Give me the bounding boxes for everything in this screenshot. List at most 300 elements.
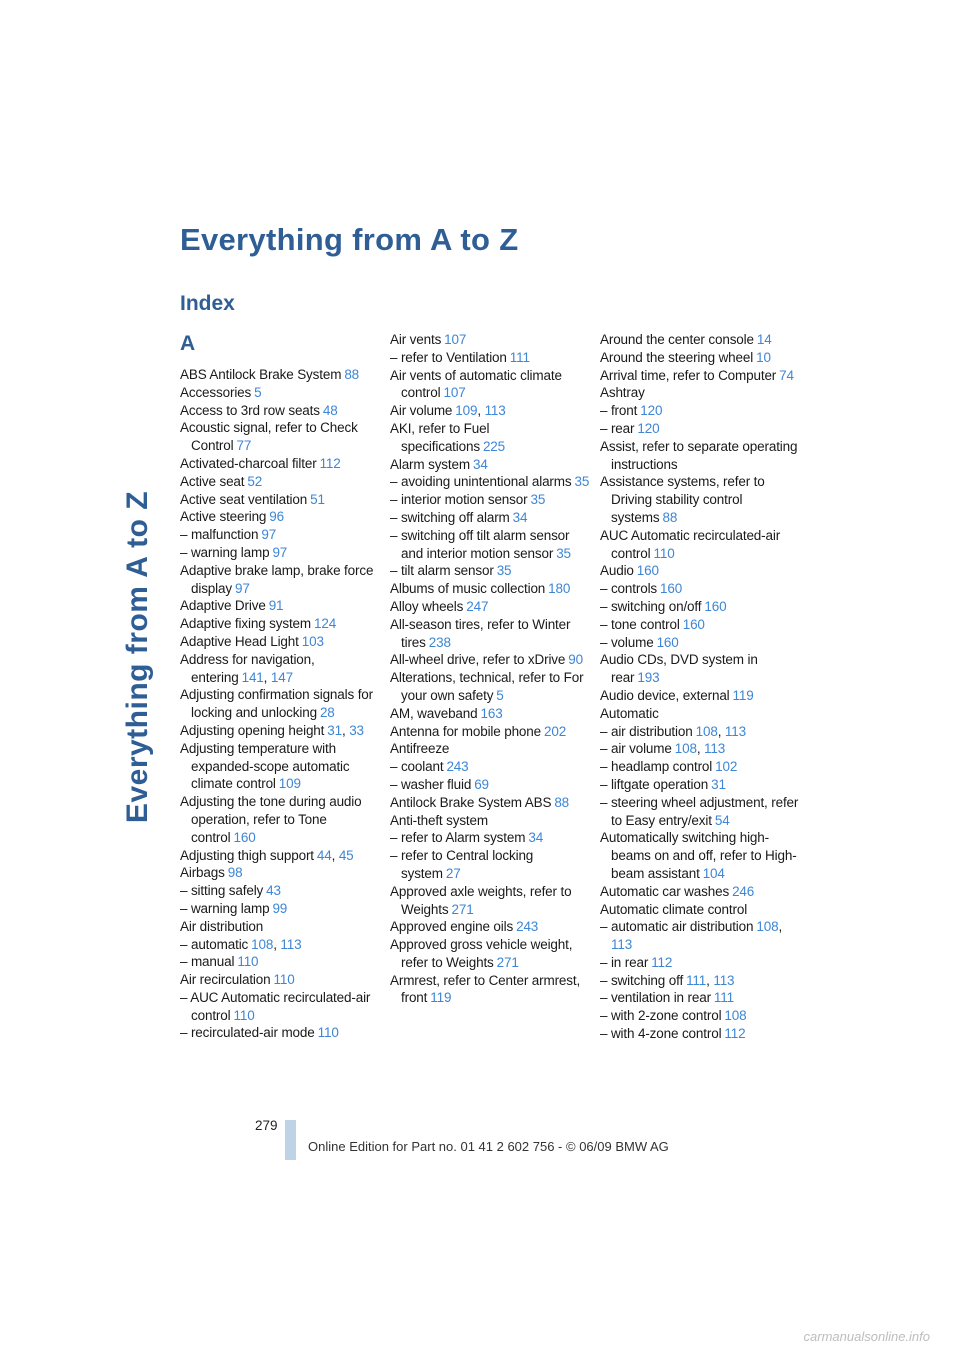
index-entry-pages	[302, 634, 324, 649]
index-entry-text: Audio device, external	[600, 687, 730, 703]
page-link[interactable]: 97	[261, 527, 277, 543]
index-entry	[180, 419, 380, 455]
page-link[interactable]: 35	[556, 545, 571, 561]
page-link[interactable]: 28	[319, 705, 335, 721]
index-entry-pages	[444, 332, 466, 347]
page-link[interactable]: 69	[474, 776, 489, 792]
index-entry-pages	[496, 688, 503, 703]
index-entry	[180, 953, 380, 971]
index-entry	[390, 491, 590, 509]
index-entry-pages	[429, 635, 451, 650]
index-entry-pages	[530, 492, 545, 507]
index-entry-text: Access to 3rd row seats	[180, 402, 320, 418]
index-entry	[600, 687, 800, 705]
index-entry	[180, 455, 380, 473]
footer-bar	[285, 1120, 296, 1160]
index-entry	[600, 901, 800, 919]
index-entry-text: – warning lamp	[180, 544, 270, 560]
index-entry-pages	[556, 546, 571, 561]
index-entry-pages: 108, 113	[695, 723, 746, 739]
index-entry	[180, 491, 380, 509]
index-entry-pages: 108, 113	[674, 741, 726, 757]
index-entry-pages	[272, 545, 287, 560]
page-link[interactable]: 113	[704, 741, 726, 757]
page-link[interactable]: 120	[640, 403, 663, 419]
index-entry	[600, 829, 800, 882]
index-entry-text: Adjusting the tone during audio operation, refer to Tone control	[180, 794, 362, 845]
index-entry	[390, 972, 590, 1008]
index-entry-pages	[474, 777, 489, 792]
index-entry-pages	[254, 385, 261, 400]
page-link[interactable]: 160	[682, 616, 705, 632]
index-entry-pages	[724, 1026, 745, 1041]
page-link[interactable]: 180	[548, 581, 571, 597]
page-link[interactable]: 35	[496, 563, 512, 579]
page-link[interactable]: 14	[756, 332, 772, 347]
index-entry-text: – washer fluid	[390, 776, 472, 792]
page-link[interactable]: 243	[446, 759, 469, 775]
page-link[interactable]: 109	[455, 403, 478, 419]
page-link[interactable]: 246	[732, 883, 755, 899]
index-entry-pages	[732, 884, 754, 899]
index-entry-pages	[548, 581, 570, 596]
index-entry	[390, 847, 590, 883]
page-link[interactable]: 96	[269, 509, 285, 525]
index-entry-pages	[266, 883, 281, 898]
index-entry	[180, 793, 380, 846]
index-column-2	[390, 331, 590, 1007]
page-link[interactable]: 147	[270, 669, 293, 685]
page-link[interactable]: 51	[310, 491, 325, 507]
page-link[interactable]: 108	[674, 741, 697, 757]
page-link[interactable]: 34	[512, 509, 528, 525]
index-entry-text: Audio	[600, 563, 634, 579]
index-entry-pages	[320, 705, 335, 720]
page-link[interactable]: 247	[466, 598, 489, 614]
index-entry-pages	[446, 866, 461, 881]
index-entry-text: – front	[600, 403, 638, 419]
index-entry	[180, 615, 380, 633]
index-entry-pages	[314, 616, 336, 631]
index-entry-text: Adaptive fixing system	[180, 616, 312, 632]
page-link[interactable]: 88	[344, 367, 360, 382]
index-entry	[390, 829, 590, 847]
page-link[interactable]: 104	[702, 865, 725, 881]
index-entry	[390, 420, 590, 456]
index-entry	[600, 723, 800, 741]
index-entry-pages	[704, 599, 726, 614]
page-link[interactable]: 74	[779, 367, 794, 383]
index-entry	[600, 527, 800, 563]
index-entry-pages	[228, 865, 243, 880]
page-link[interactable]: 103	[301, 633, 324, 649]
page-link[interactable]: 113	[611, 937, 633, 953]
index-entry	[390, 758, 590, 776]
index-entry	[390, 812, 590, 830]
index-entry-pages	[544, 724, 566, 739]
index-entry	[600, 794, 800, 830]
index-entry	[600, 740, 800, 758]
index-entry-text: Active steering	[180, 509, 267, 525]
index-entry	[390, 669, 590, 705]
page-link[interactable]: 88	[662, 509, 678, 525]
index-entry-pages: 108, 113	[251, 936, 302, 952]
page-link[interactable]: 99	[272, 900, 288, 916]
index-entry-text: Adaptive brake lamp, brake force display	[180, 562, 374, 596]
index-entry-text: Air vents of automatic climate control	[390, 367, 562, 401]
index-entry	[180, 1024, 380, 1042]
page-link[interactable]: 110	[233, 1007, 255, 1023]
page-link[interactable]: 107	[443, 385, 466, 401]
index-entry-text: Approved gross vehicle weight, refer to Weights	[390, 937, 573, 970]
index-entry	[180, 882, 380, 900]
index-entry	[180, 847, 380, 865]
index-entry	[390, 580, 590, 598]
index-entry-pages	[443, 385, 465, 400]
page-link[interactable]: 110	[273, 972, 295, 988]
footer-text: Online Edition for Part no. 01 41 2 602 756 - © 06/09 BMW AG	[308, 1139, 669, 1154]
index-entry-text: – in rear	[600, 954, 649, 970]
page-link[interactable]: 35	[530, 492, 546, 508]
index-entry-text: Alterations, technical, refer to For your own safety	[390, 670, 584, 703]
index-entry-text: – refer to Alarm system	[390, 830, 526, 846]
index-entry	[180, 544, 380, 562]
index-entry-pages	[715, 813, 730, 828]
index-entry	[600, 402, 800, 420]
page-link[interactable]: 45	[338, 847, 354, 863]
index-entry-text: Adjusting opening height	[180, 722, 325, 738]
page-link[interactable]: 34	[472, 456, 488, 472]
index-entry-text: Alloy wheels	[390, 598, 464, 614]
index-entry-text: Automatic	[600, 705, 659, 721]
index-entry-text: Arrival time, refer to Computer	[600, 367, 777, 383]
index-entry-text: Automatic car washes	[600, 883, 730, 899]
index-entry-text: Air vents	[390, 332, 442, 347]
index-entry-text: Antenna for mobile phone	[390, 723, 542, 739]
page-link[interactable]: 97	[272, 544, 288, 560]
index-entry	[600, 438, 800, 474]
index-entry	[600, 420, 800, 438]
page-link[interactable]: 193	[637, 670, 660, 686]
index-entry-text: AKI, refer to Fuel specifications	[390, 420, 490, 454]
index-entry	[180, 936, 380, 954]
page-link[interactable]: 119	[732, 687, 754, 703]
index-entry-pages	[724, 1008, 746, 1023]
index-entry-pages	[481, 706, 503, 721]
index-entry	[180, 384, 380, 402]
index-entry	[180, 402, 380, 420]
index-entry	[390, 936, 590, 972]
index-letter: A	[180, 332, 196, 355]
page-link[interactable]: 113	[280, 936, 302, 952]
index-entry	[600, 705, 800, 723]
index-entry-text: ABS Antilock Brake System	[180, 367, 342, 382]
page-link[interactable]: 243	[516, 919, 539, 935]
index-entry	[390, 794, 590, 812]
index-entry	[180, 740, 380, 793]
index-entry	[180, 633, 380, 651]
page-link[interactable]: 202	[544, 723, 567, 739]
index-entry	[390, 723, 590, 741]
page-link[interactable]: 88	[554, 794, 570, 810]
index-entry-text: Adjusting confirmation signals for locking and unlocking	[180, 687, 373, 721]
index-entry	[390, 527, 590, 563]
page-link[interactable]: 97	[234, 580, 250, 596]
page-link[interactable]: 48	[322, 402, 338, 418]
page-link[interactable]: 54	[714, 812, 730, 828]
page-link[interactable]: 113	[484, 403, 506, 419]
index-entry	[390, 776, 590, 794]
page-link[interactable]: 112	[724, 1026, 746, 1042]
index-entry-pages	[237, 954, 258, 969]
index-entry-text: Approved engine oils	[390, 919, 514, 935]
index-entry-text: Air recirculation	[180, 972, 271, 988]
page-link[interactable]: 271	[451, 901, 474, 917]
page-link[interactable]: 113	[724, 723, 746, 739]
index-entry	[390, 918, 590, 936]
index-entry-pages	[273, 972, 294, 987]
page-link[interactable]: 108	[251, 936, 274, 952]
index-entry-pages	[568, 652, 583, 667]
index-entry-pages	[779, 368, 794, 383]
index-entry-pages	[233, 830, 255, 845]
index-entry-pages	[344, 367, 359, 382]
index-entry-pages	[574, 474, 589, 489]
index-entry-text: Address for navigation, entering	[180, 651, 315, 685]
index-entry-pages	[483, 439, 505, 454]
index-entry	[390, 331, 590, 349]
page-link[interactable]: 111	[686, 972, 707, 988]
index-entry	[180, 473, 380, 491]
index-entry	[180, 722, 380, 740]
index-entry-pages	[651, 955, 672, 970]
page-link[interactable]: 111	[713, 990, 734, 1006]
index-entry-text: – AUC Automatic recirculated-air control	[180, 989, 371, 1023]
page-link[interactable]: 107	[444, 332, 467, 347]
index-entry-pages	[637, 421, 659, 436]
index-entry-pages	[516, 919, 538, 934]
index-entry-text: Active seat	[180, 473, 245, 489]
index-entry	[600, 776, 800, 794]
index-entry-pages	[497, 955, 519, 970]
page-link[interactable]: 160	[704, 598, 727, 614]
index-entry-text: – recirculated-air mode	[180, 1025, 315, 1041]
index-entry-pages	[272, 901, 287, 916]
index-entry-pages	[235, 581, 250, 596]
index-entry	[600, 954, 800, 972]
index-entry	[600, 562, 800, 580]
page-link[interactable]: 160	[233, 829, 256, 845]
page-link[interactable]: 108	[695, 723, 718, 739]
page-link[interactable]: 102	[715, 759, 738, 775]
index-entry-text: – volume	[600, 634, 654, 650]
page-link[interactable]: 27	[445, 865, 461, 881]
index-entry-text: – interior motion sensor	[390, 492, 528, 508]
page-link[interactable]: 225	[482, 438, 506, 454]
page-link[interactable]: 52	[247, 473, 263, 489]
index-entry-pages	[269, 509, 284, 524]
index-entry-text: – rear	[600, 420, 635, 436]
page-link[interactable]: 5	[254, 384, 262, 400]
index-entry-text: – switching off tilt alarm sensor and interior motion sensor	[390, 527, 570, 561]
index-entry-text: Automatically switching high-beams on and off, refer to High-beam assistant	[600, 830, 797, 881]
index-entry	[390, 562, 590, 580]
index-entry	[600, 473, 800, 526]
index-entry	[180, 508, 380, 526]
index-entry-pages	[310, 492, 325, 507]
index-entry	[600, 758, 800, 776]
index-entry-pages	[269, 598, 284, 613]
page-link[interactable]: 31	[711, 776, 726, 792]
index-entry-text: – refer to Central locking system	[390, 848, 534, 881]
index-entry	[180, 562, 380, 598]
index-entry-text: Ashtray	[600, 385, 645, 401]
index-entry	[180, 989, 380, 1025]
page-link[interactable]: 43	[266, 883, 281, 899]
index-entry-pages	[757, 332, 772, 347]
page-link[interactable]: 160	[656, 634, 679, 650]
index-entry-pages	[683, 617, 705, 632]
index-entry-text: – malfunction	[180, 527, 259, 543]
page-link[interactable]: 91	[268, 598, 284, 614]
index-entry-text: Assistance systems, refer to Driving stability control systems	[600, 474, 765, 525]
index-entry	[600, 918, 800, 954]
index-entry	[180, 366, 380, 384]
page-link[interactable]: 77	[236, 438, 252, 454]
page-link[interactable]: 33	[349, 722, 364, 738]
index-entry-text: – coolant	[390, 759, 444, 775]
index-entry	[600, 651, 800, 687]
index-entry-pages: 141, 147	[241, 669, 293, 685]
index-entry	[180, 971, 380, 989]
index-entry-pages: 111, 113	[686, 972, 735, 988]
page-link[interactable]: 113	[713, 972, 735, 988]
index-entry-pages	[446, 759, 468, 774]
index-entry-text: – with 2-zone control	[600, 1008, 722, 1024]
page-link[interactable]: 112	[319, 455, 341, 471]
index-entry-text: Acoustic signal, refer to Check Control	[180, 420, 358, 454]
index-entry-pages	[662, 510, 677, 525]
page-link[interactable]: 5	[496, 687, 504, 703]
page-link[interactable]: 141	[241, 669, 264, 685]
index-entry-text: – with 4-zone control	[600, 1026, 722, 1042]
index-entry-text: Automatic climate control	[600, 901, 748, 917]
page-link[interactable]: 10	[756, 349, 771, 365]
page-link[interactable]: 108	[756, 919, 779, 935]
page-link[interactable]: 160	[660, 581, 683, 597]
page-link[interactable]: 98	[227, 865, 243, 881]
page-link[interactable]: 109	[278, 776, 301, 792]
index-entry-text: Active seat ventilation	[180, 491, 308, 507]
page-link[interactable]: 34	[528, 830, 544, 846]
index-entry-pages	[637, 563, 659, 578]
index-entry	[600, 384, 800, 402]
index-entry-text: Adjusting thigh support	[180, 847, 314, 863]
page-number: 279	[255, 1118, 278, 1133]
index-entry-pages	[261, 527, 276, 542]
index-entry	[390, 651, 590, 669]
index-entry-text: – avoiding unintentional alarms	[390, 474, 572, 490]
index-entry-pages	[236, 438, 251, 453]
index-entry	[180, 526, 380, 544]
page-link[interactable]: 124	[314, 616, 337, 632]
index-entry	[180, 900, 380, 918]
index-entry-text: Anti-theft system	[390, 812, 488, 828]
index-entry-pages	[466, 599, 488, 614]
index-entry-pages: 44, 45	[316, 847, 354, 863]
index-entry-text: – ventilation in rear	[600, 990, 711, 1006]
index-entry-text: Adaptive Head Light	[180, 633, 299, 649]
page-link[interactable]: 110	[653, 545, 675, 561]
index-entry-text: – headlamp control	[600, 759, 713, 775]
index-entry-pages	[473, 457, 488, 472]
page-link[interactable]: 112	[651, 954, 673, 970]
index-entry-text: Adaptive Drive	[180, 598, 266, 614]
page-link[interactable]: 108	[724, 1008, 747, 1024]
index-entry-pages: 108, 113	[611, 919, 783, 953]
page-link[interactable]: 111	[509, 349, 530, 365]
index-entry-pages	[279, 776, 301, 791]
page-link[interactable]: 163	[480, 705, 503, 721]
index-entry-pages	[451, 902, 473, 917]
index-entry	[180, 651, 380, 687]
index-entry	[180, 864, 380, 882]
page-link[interactable]: 44	[316, 847, 332, 863]
index-entry-text: Audio CDs, DVD system in rear	[600, 652, 758, 686]
index-entry-text: – air distribution	[600, 723, 693, 739]
index-entry-pages: 31, 33	[327, 722, 364, 738]
page-link[interactable]: 238	[428, 634, 451, 650]
index-column-1	[180, 331, 380, 1042]
page-link[interactable]: 110	[237, 954, 259, 970]
index-entry-text: AUC Automatic recirculated-air control	[600, 527, 781, 561]
index-entry-pages	[247, 474, 262, 489]
index-entry-text: Activated-charcoal filter	[180, 455, 317, 471]
page-link[interactable]: 90	[568, 652, 583, 668]
index-entry	[600, 616, 800, 634]
index-entry-text: – steering wheel adjustment, refer to Easy entry/exit	[600, 794, 799, 828]
side-title	[118, 232, 158, 1082]
page-link[interactable]: 119	[430, 990, 452, 1006]
index-entry-text: Airbags	[180, 865, 225, 881]
page-link[interactable]: 160	[636, 563, 659, 579]
page-subtitle: Index	[180, 292, 235, 315]
index-entry	[600, 634, 800, 652]
index-entry-text: – sitting safely	[180, 883, 264, 899]
index-entry-text: Antifreeze	[390, 741, 450, 757]
page-link[interactable]: 110	[317, 1025, 339, 1041]
index-entry	[600, 580, 800, 598]
page-link[interactable]: 271	[496, 954, 519, 970]
index-entry-pages	[510, 350, 530, 365]
index-entry-pages	[715, 759, 737, 774]
index-entry-text: – liftgate operation	[600, 776, 709, 792]
index-entry-pages	[733, 688, 754, 703]
index-entry	[390, 402, 590, 420]
index-entry-pages	[513, 510, 528, 525]
page-link[interactable]: 120	[637, 420, 660, 436]
page-link[interactable]: 31	[327, 722, 342, 738]
index-entry	[180, 686, 380, 722]
index-entry-text: – automatic air distribution	[600, 919, 754, 935]
index-entry	[390, 705, 590, 723]
index-entry-text: Albums of music collection	[390, 581, 546, 597]
index-entry-text: Adjusting temperature with expanded-scope automatic climate control	[180, 740, 350, 792]
page-link[interactable]: 35	[574, 474, 590, 490]
side-title-text: Everything from A to Z	[121, 490, 154, 824]
index-entry	[600, 883, 800, 901]
index-entry-pages	[637, 670, 659, 685]
